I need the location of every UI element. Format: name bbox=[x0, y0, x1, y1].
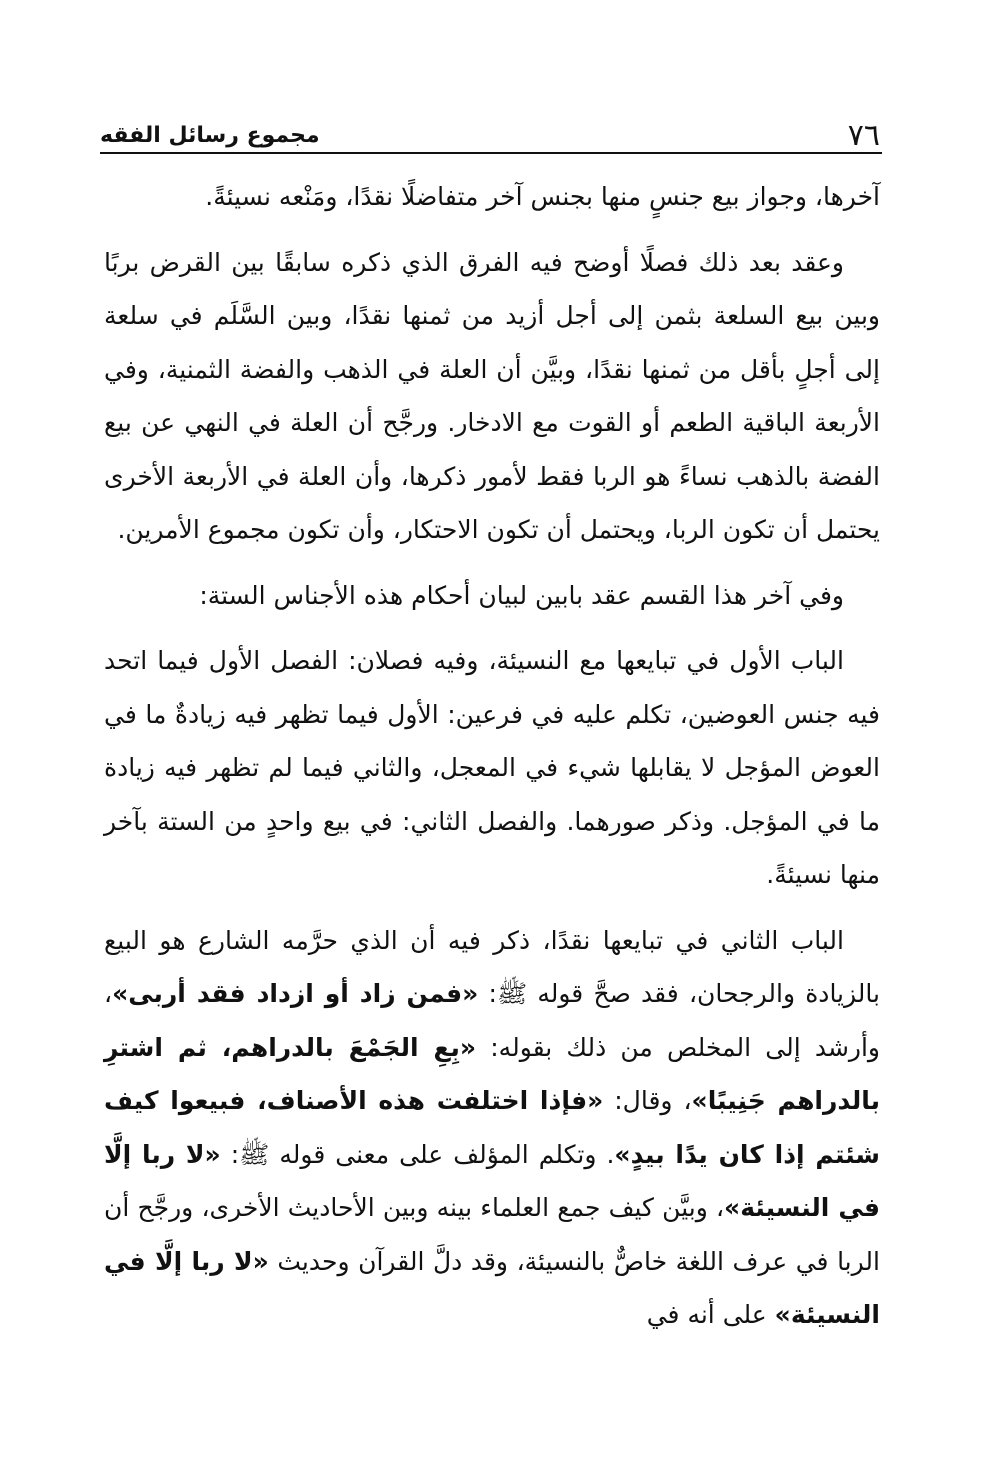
paragraph-5 bbox=[104, 914, 880, 1342]
book-title: مجموع رسائل الفقه bbox=[100, 123, 320, 148]
paragraph-5-text: الباب الثاني في تبايعها نقدًا، ذكر فيه أن الذي حرَّمه الشارع هو البيع بالزيادة والرجحان، فقد صحَّ قوله ﷺ: bbox=[104, 925, 881, 1008]
hadith-quote: «فإذا اختلفت هذه الأصناف، فبيعوا كيف شئتم إذا كان يدًا بيدٍ» bbox=[104, 1086, 880, 1169]
paragraph-4: الباب الأول في تبايعها مع النسيئة، وفيه فصلان: الفصل الأول فيما اتحد فيه جنس العوضين، تكلم عليه في فرعين: الأول فيما تظهر فيه زيادةٌ ما في العوض المؤجل لا يقابلها شيء في المعجل، والثاني فيما لم تظهر فيه زيادة ما في المؤجل. وذكر صورهما. والفصل الثاني: في بيع واحدٍ من الستة بآخر منها نسيئةً. bbox=[104, 646, 880, 889]
paragraph-3: وفي آخر هذا القسم عقد بابين لبيان أحكام هذه الأجناس الستة: bbox=[199, 580, 844, 610]
running-header bbox=[100, 118, 880, 154]
hadith-quote: «لا ربا إلَّا في النسيئة» bbox=[104, 1139, 880, 1222]
paragraph-2: وعقد بعد ذلك فصلًا أوضح فيه الفرق الذي ذكره سابقًا بين القرض بربًا وبين بيع السلعة بثمن إلى أجل أزيد من ثمنها نقدًا، وبين السَّلَم في سلعة إلى أجلٍ بأقل من ثمنها نقدًا، وبيَّن أن العلة في الذهب والفضة الثمنية، وفي الأربعة الباقية الطعم أو القوت مع الادخار. ورجَّح أن العلة في النهي عن بيع الفضة بالذهب نساءً هو الربا فقط لأمور ذكرها، وأن العلة في الأربعة الأخرى يحتمل أن تكون الربا، ويحتمل أن تكون الاحتكار، وأن تكون مجموع الأمرين. bbox=[104, 247, 880, 544]
paragraph-5-text: على أنه في bbox=[646, 1300, 775, 1329]
paragraph-1: آخرها، وجواز بيع جنسٍ منها بجنس آخر متفاضلًا نقدًا، ومَنْعه نسيئةً. bbox=[205, 182, 880, 211]
paragraph-5-text: . وتكلم المؤلف على معنى قوله ﷺ: bbox=[220, 1139, 615, 1169]
page-number: ٧٦ bbox=[847, 118, 880, 153]
hadith-quote: «بِعِ الجَمْعَ بالدراهم، ثم اشترِ بالدراهم جَنِيبًا» bbox=[104, 1032, 880, 1115]
header-divider bbox=[100, 152, 882, 154]
page-body bbox=[104, 170, 880, 1342]
hadith-quote: «لا ربا إلَّا في النسيئة» bbox=[104, 1246, 880, 1329]
hadith-quote: «فمن زاد أو ازداد فقد أربى» bbox=[112, 979, 479, 1008]
paragraph-5-text: ، وأرشد إلى المخلص من ذلك بقوله: bbox=[104, 979, 880, 1062]
paragraph-5-text: ، وقال: bbox=[603, 1086, 692, 1115]
paragraph-5-text: ، وبيَّن كيف جمع العلماء بينه وبين الأحاديث الأخرى، ورجَّح أن الربا في عرف اللغة خاصٌّ بالنسيئة، وقد دلَّ القرآن وحديث bbox=[104, 1193, 880, 1276]
